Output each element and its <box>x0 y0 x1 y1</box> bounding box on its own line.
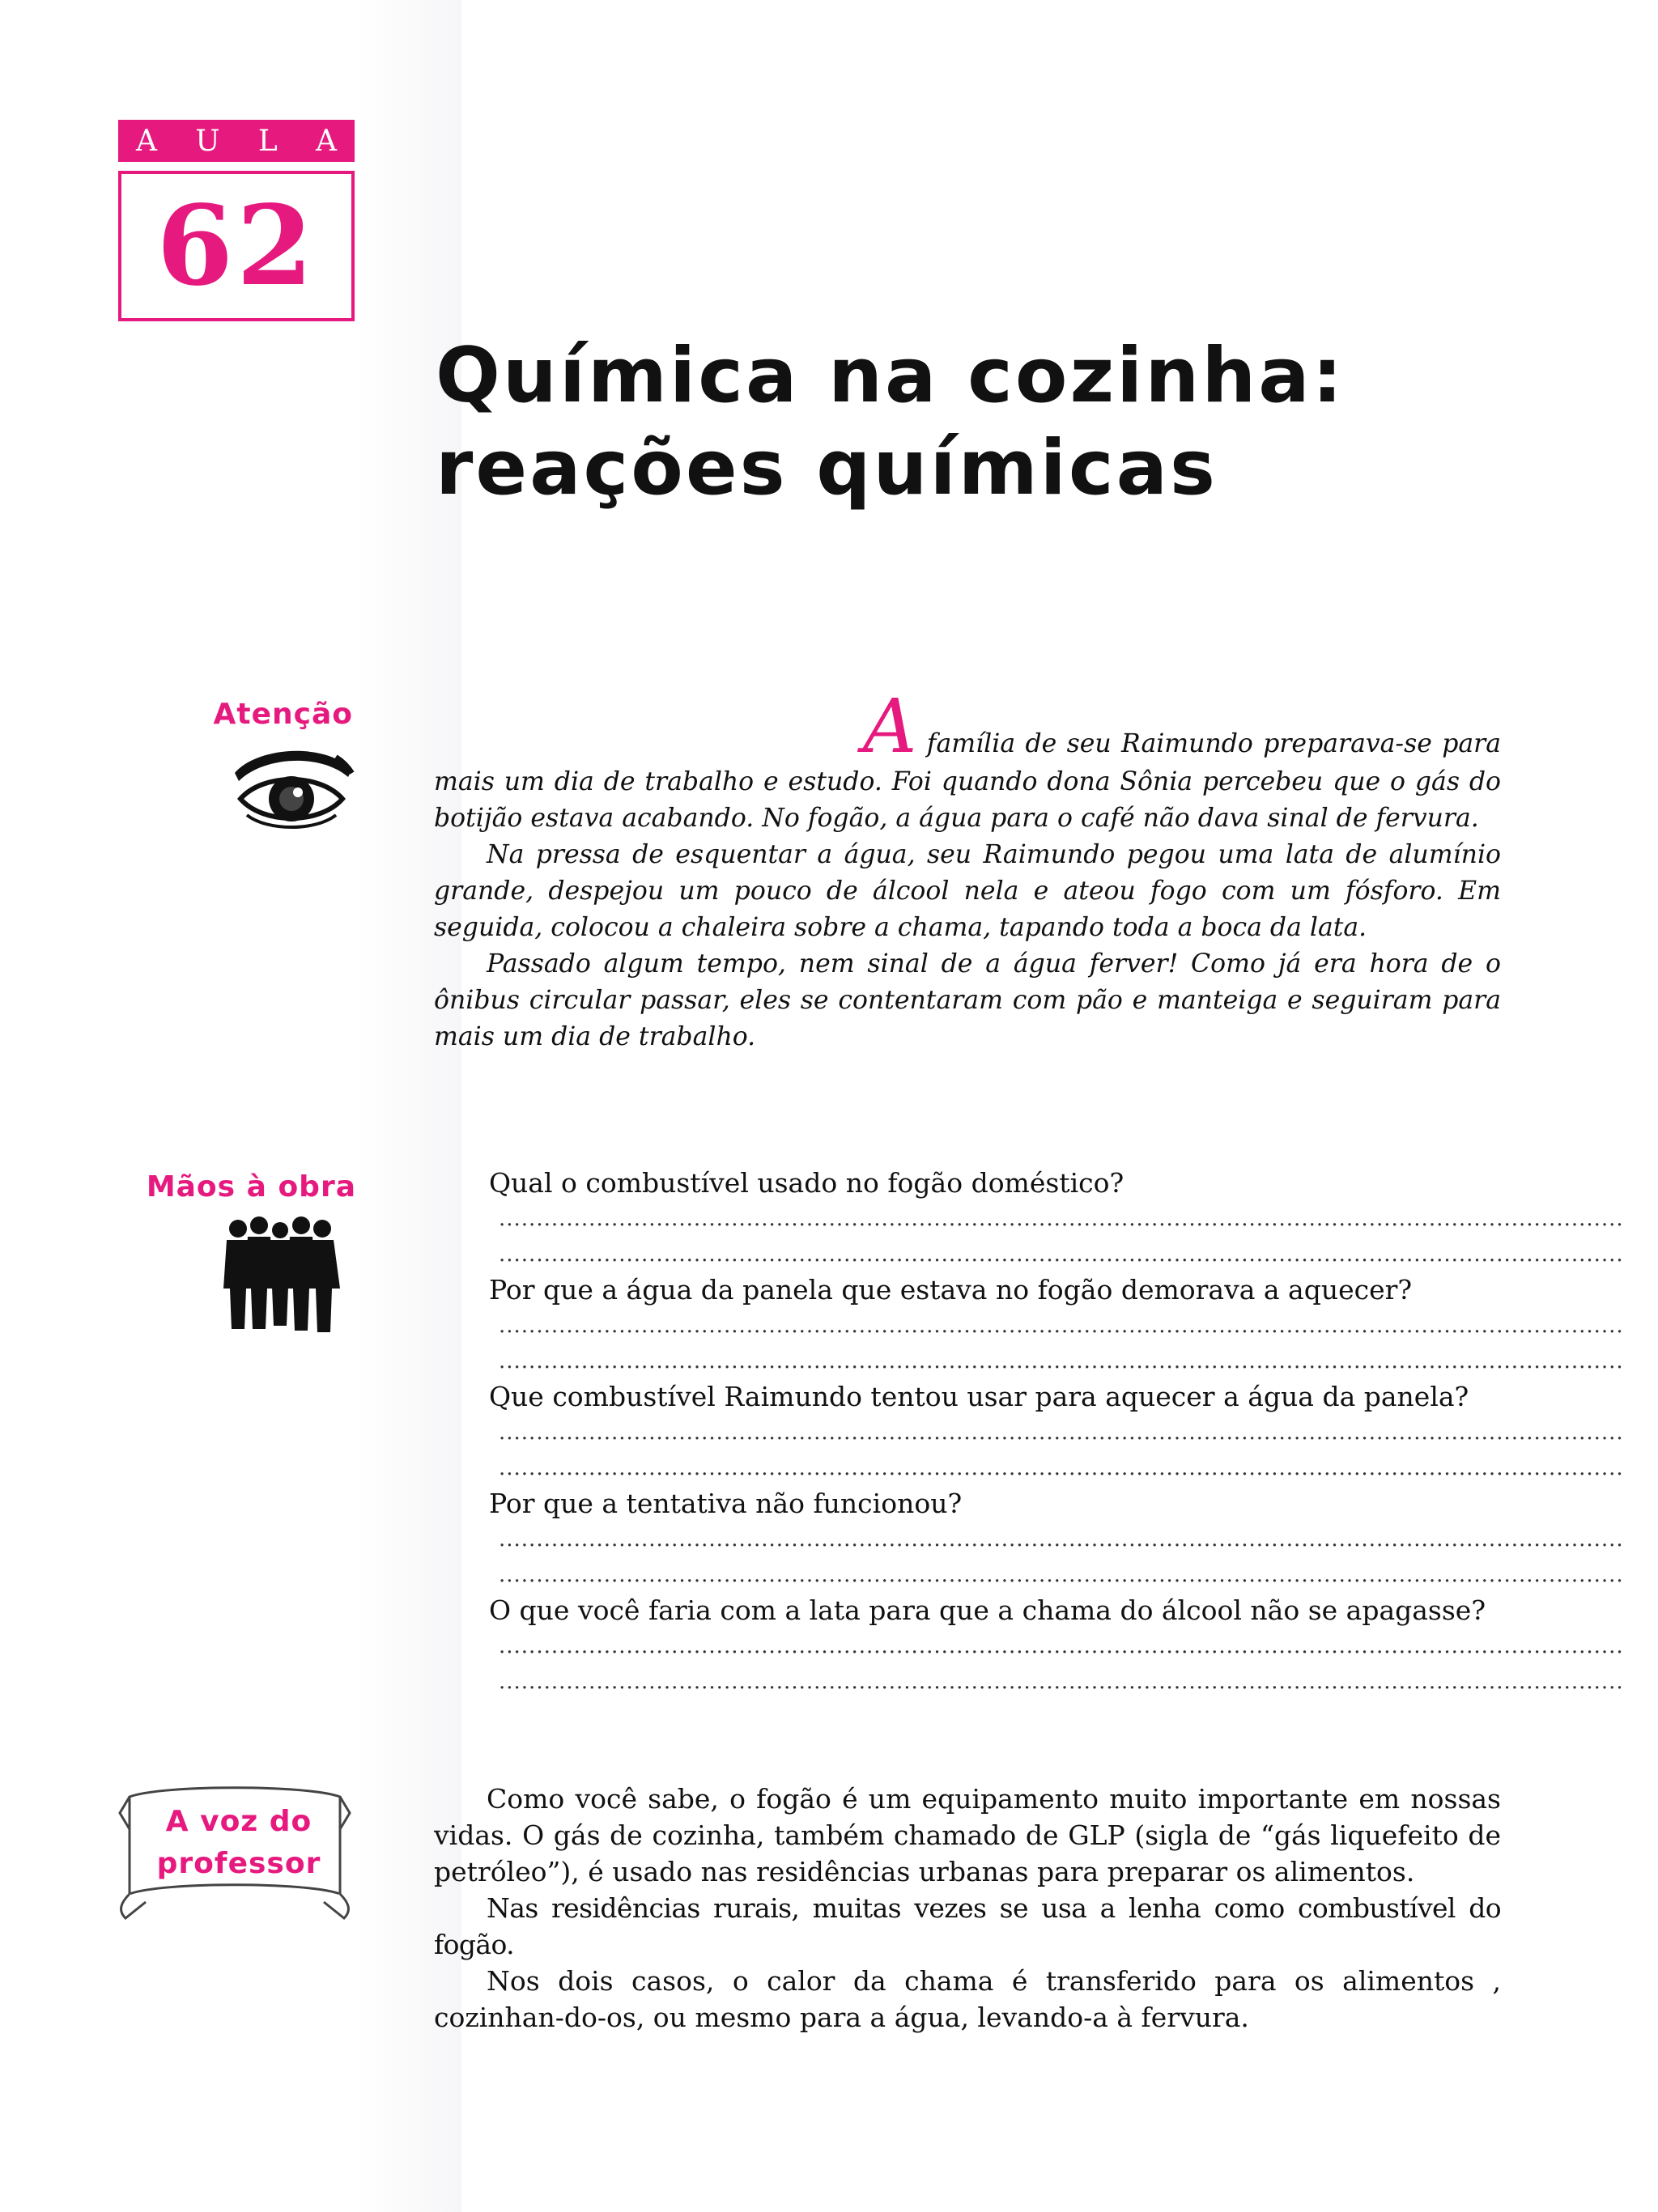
professor-text <box>434 1781 1501 2036</box>
atencao-label: Atenção <box>213 698 353 731</box>
page-title <box>436 330 1569 515</box>
professor-paragraph-1: Como você sabe, o fogão é um equipamento muito importante em nossas vidas. O gás de cozinha, também chamado de GLP (sigla de “gás liquefeito de petróleo”), é usado nas residências urbanas para preparar os alimentos. <box>434 1783 1501 1887</box>
answer-line[interactable]: ...................................................................................................................................................... <box>499 1207 1624 1231</box>
story-first-line: família de seu Raimundo preparava-se <box>926 729 1432 758</box>
aula-number-box <box>118 171 355 321</box>
story-p1-rest: para mais um dia de trabalho e estudo. Foi quando dona Sônia percebeu que o gás do botijão estava acabando. No fogão, a água para o café não dava sinal de fervura. <box>434 729 1502 833</box>
story-paragraph-1 <box>434 683 1502 837</box>
aula-header <box>118 120 355 162</box>
maos-a-obra-label: Mãos à obra <box>146 1170 356 1204</box>
aula-letter: A <box>136 124 157 158</box>
voz-professor-label <box>130 1801 348 1885</box>
title-line-1: Química na cozinha: <box>436 332 1346 420</box>
aula-letter: L <box>257 124 278 158</box>
eye-icon <box>231 741 356 838</box>
aula-letter: U <box>195 124 220 158</box>
question-1: Qual o combustível usado no fogão doméstico? <box>489 1167 1124 1199</box>
question-5: O que você faria com a lata para que a chama do álcool não se apagasse? <box>489 1594 1486 1626</box>
answer-line[interactable]: ...................................................................................................................................................... <box>499 1242 1624 1267</box>
question-4: Por que a tentativa não funcionou? <box>489 1488 963 1519</box>
voz-professor-line-2: professor <box>156 1847 321 1880</box>
voz-professor-line-1: A voz do <box>165 1805 312 1838</box>
answer-line[interactable]: ...................................................................................................................................................... <box>499 1314 1624 1338</box>
answer-line[interactable]: ...................................................................................................................................................... <box>499 1670 1624 1694</box>
people-silhouette-icon <box>220 1214 350 1335</box>
story-paragraph-3: Passado algum tempo, nem sinal de a água ferver! Como já era hora de o ônibus circular passar, eles se contentaram com pão e manteiga e seguiram para mais um dia de trabalho. <box>434 949 1501 1051</box>
questions-list <box>489 1165 1624 1700</box>
story-paragraph-2: Na pressa de esquentar a água, seu Raimundo pegou uma lata de alumínio grande, despejou um pouco de álcool nela e ateou fogo com um fósforo. Em seguida, colocou a chaleira sobre a chama, tapando toda a boca da lata. <box>434 840 1501 942</box>
atencao-story <box>434 683 1502 1055</box>
question-2: Por que a água da panela que estava no fogão demorava a aquecer? <box>489 1274 1413 1306</box>
professor-paragraph-3: Nos dois casos, o calor da chama é transferido para os alimentos , cozinhan-do-os, ou mesmo para a água, levando-a à fervura. <box>434 1965 1501 2033</box>
question-3: Que combustível Raimundo tentou usar para aquecer a água da panela? <box>489 1381 1469 1412</box>
title-line-2: reações químicas <box>436 424 1218 512</box>
aula-letter: A <box>316 124 337 158</box>
answer-line[interactable]: ...................................................................................................................................................... <box>499 1527 1624 1552</box>
answer-line[interactable]: ...................................................................................................................................................... <box>499 1634 1624 1658</box>
answer-line[interactable]: ...................................................................................................................................................... <box>499 1563 1624 1587</box>
answer-line[interactable]: ...................................................................................................................................................... <box>499 1349 1624 1373</box>
professor-paragraph-2: Nas residências rurais, muitas vezes se usa a lenha como combustível do fogão. <box>434 1892 1501 1960</box>
drop-cap: A <box>863 683 917 770</box>
aula-number: 62 <box>156 181 317 311</box>
answer-line[interactable]: ...................................................................................................................................................... <box>499 1420 1624 1445</box>
answer-line[interactable]: ...................................................................................................................................................... <box>499 1456 1624 1480</box>
